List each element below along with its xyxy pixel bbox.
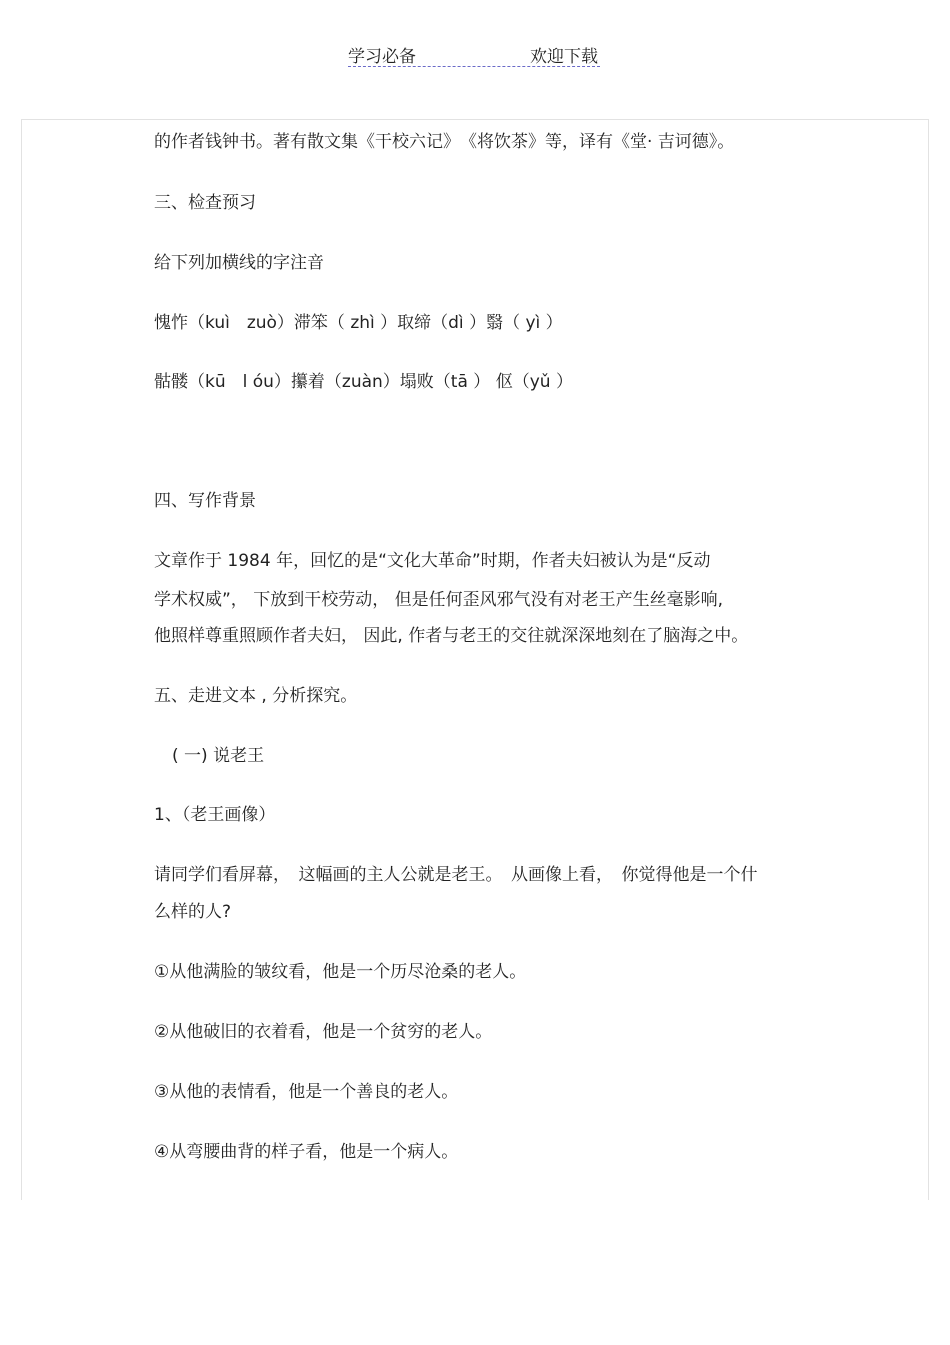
answer-4: ④从弯腰曲背的样子看，他是一个病人。 (154, 1142, 459, 1162)
section3-title: 三、检查预习 (154, 193, 256, 213)
section4-title: 四、写作背景 (154, 491, 256, 511)
item1-title: 1、（老王画像） (154, 805, 276, 825)
question-line-1: 请同学们看屏幕， 这幅画的主人公就是老王。 从画像上看， 你觉得他是一个什 (154, 865, 758, 885)
header-right-text: 欢迎下载 (530, 47, 598, 67)
question-line-2: 么样的人? (154, 902, 232, 922)
pinyin-line-1: 愧怍（kuì zuò）滞笨（ zhì ）取缔（dì ）翳（ yì ） (154, 313, 563, 333)
background-paragraph-line-3: 他照样尊重照顾作者夫妇， 因此, 作者与老王的交往就深深地刻在了脑海之中。 (154, 626, 749, 646)
subsection1-title: ( 一) 说老王 (172, 746, 265, 766)
header-left-text: 学习必备 (348, 47, 416, 67)
answer-3: ③从他的表情看，他是一个善良的老人。 (154, 1082, 459, 1102)
background-paragraph-line-2: 学术权威”， 下放到干校劳动， 但是任何歪风邪气没有对老王产生丝毫影响, (154, 590, 724, 610)
intro-line: 的作者钱钟书。著有散文集《干校六记》 《将饮茶》等，译有《堂· 吉诃德》。 (154, 132, 735, 152)
background-paragraph-line-1: 文章作于 1984 年，回忆的是“文化大革命”时期，作者夫妇被认为是“反动 (154, 551, 711, 571)
page-header (348, 40, 600, 67)
answer-1: ①从他满脸的皱纹看，他是一个历尽沧桑的老人。 (154, 962, 527, 982)
answer-2: ②从他破旧的衣着看，他是一个贫穷的老人。 (154, 1022, 493, 1042)
section5-title: 五、走进文本 , 分析探究。 (154, 686, 358, 706)
section3-instruction: 给下列加横线的字注音 (154, 253, 324, 273)
pinyin-line-2: 骷髅（kū l óu）攥着（zuàn）塌败（tā ） 伛（yǔ ） (154, 372, 573, 392)
